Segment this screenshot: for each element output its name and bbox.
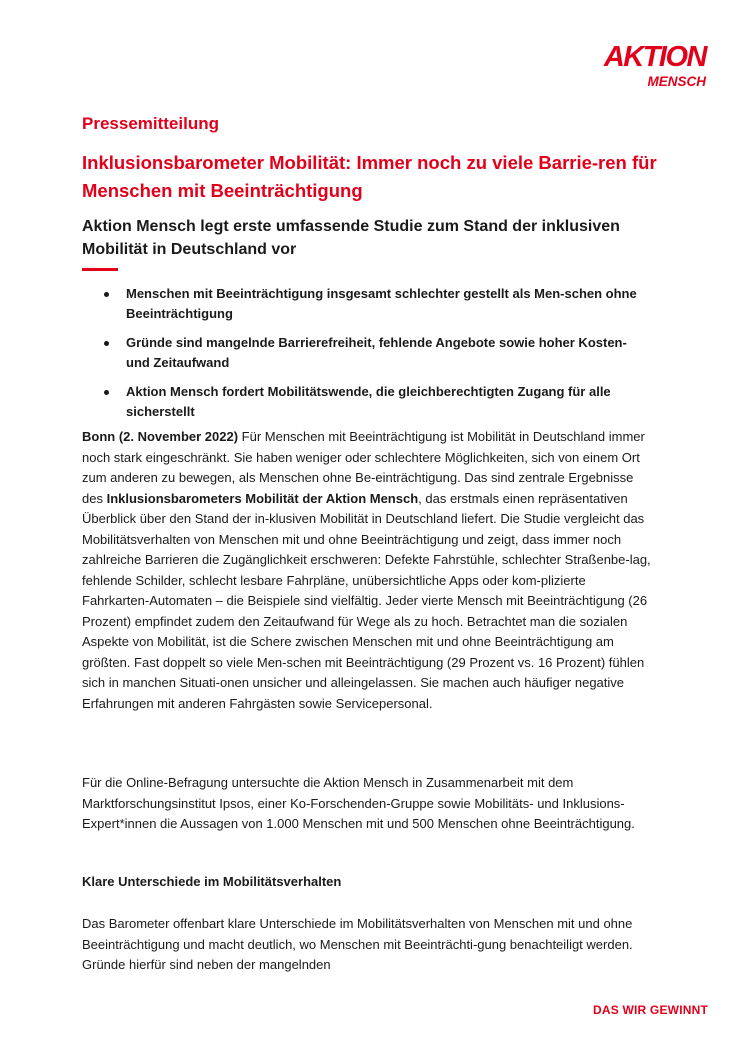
intro-text-part1: Für Menschen mit Beeinträchtigung ist Mobilität in Deutschland immer noch stark eingeschränkt. Sie haben weniger oder schlechtere Möglichkeiten, sich von einem Ort zum anderen zu bewegen, als Menschen ohne Be-einträchtigung. Das sind zentrale Ergebnisse des <box>82 429 645 506</box>
study-name: Inklusionsbarometers Mobilität der Aktion Mensch <box>106 490 419 506</box>
logo-top-text: AKTION <box>603 41 706 73</box>
document-type-label: Pressemitteilung <box>82 114 219 133</box>
bullet-icon <box>104 341 109 346</box>
bullet-icon <box>104 292 109 297</box>
bullet-icon <box>104 390 109 395</box>
body-paragraph-method: Für die Online-Befragung untersuchte die Aktion Mensch in Zusammenarbeit mit dem Marktforschungsinstitut Ipsos, einer Ko-Forschenden-Gruppe sowie Mobilitäts- und Inklusions-Expert*innen die Aussagen von 1.000 Menschen mit und 500 Menschen ohne Beeinträchtigung. <box>82 775 635 831</box>
section-heading: Klare Unterschiede im Mobilitätsverhalten <box>82 874 342 889</box>
headline: Inklusionsbarometer Mobilität: Immer noch zu viele Barrie-ren für Menschen mit Beeinträchtigung <box>82 152 657 201</box>
body-paragraph-differences: Das Barometer offenbart klare Unterschiede im Mobilitätsverhalten von Menschen mit und ohne Beeinträchtigung und macht deutlich, wo Menschen mit Beeinträchti-gung benachteiligt werden. Gründe hierfür sind neben der mangelnden <box>82 916 633 972</box>
footer-tagline: DAS WIR GEWINNT <box>593 1003 708 1017</box>
intro-text-part2: , das erstmals einen repräsentativen Überblick über den Stand der in-klusiven Mobilität in Deutschland liefert. Die Studie vergleicht das Mobilitätsverhalten von Menschen mit und ohne Beeinträchtigung und zeigt, dass immer noch zahlreiche Barrieren die Zugänglichkeit erschweren: Defekte Fahrstühle, schlechter Straßenbe-lag, fehlende Schilder, schlecht lesbare Fahrpläne, unübersichtliche Apps oder kom-plizierte Fahrkarten-Automaten – die Beispiele sind vielfältig. Jeder vierte Mensch mit Beeinträchtigung (26 Prozent) empfindet zudem den Zeitaufwand für Wege als zu hoch. Betrachtet man die sozialen Aspekte von Mobilität, ist die Schere zwischen Menschen mit und ohne Beeinträchtigung am größten. Fast doppelt so viele Men-schen mit Beeinträchtigung (29 Prozent vs. 16 Prozent) fühlen sich in manchen Situati-onen unsicher und alleingelassen. Sie machen auch häufiger negative Erfahrungen mit anderen Fahrgästen sowie Servicepersonal. <box>82 490 651 711</box>
key-point-text: Menschen mit Beeinträchtigung insgesamt schlechter gestellt als Men-schen ohne Beeinträchtigung <box>126 286 637 321</box>
key-point-text: Gründe sind mangelnde Barrierefreiheit, fehlende Angebote sowie hoher Kosten- und Zeitaufwand <box>126 335 627 370</box>
key-point-item <box>82 284 642 324</box>
key-point-item <box>82 333 642 373</box>
body-paragraph-intro <box>82 427 652 714</box>
key-point-item <box>82 382 642 422</box>
logo-bottom-text: MENSCH <box>647 74 706 89</box>
subheadline: Aktion Mensch legt erste umfassende Studie zum Stand der inklusiven Mobilität in Deutschland vor <box>82 218 620 258</box>
dateline: Bonn (2. November 2022) <box>82 429 239 444</box>
key-points-list <box>82 284 642 431</box>
key-point-text: Aktion Mensch fordert Mobilitätswende, die gleichberechtigten Zugang für alle sicherstellt <box>126 384 611 419</box>
accent-rule <box>82 268 118 271</box>
aktion-mensch-logo <box>582 40 708 90</box>
